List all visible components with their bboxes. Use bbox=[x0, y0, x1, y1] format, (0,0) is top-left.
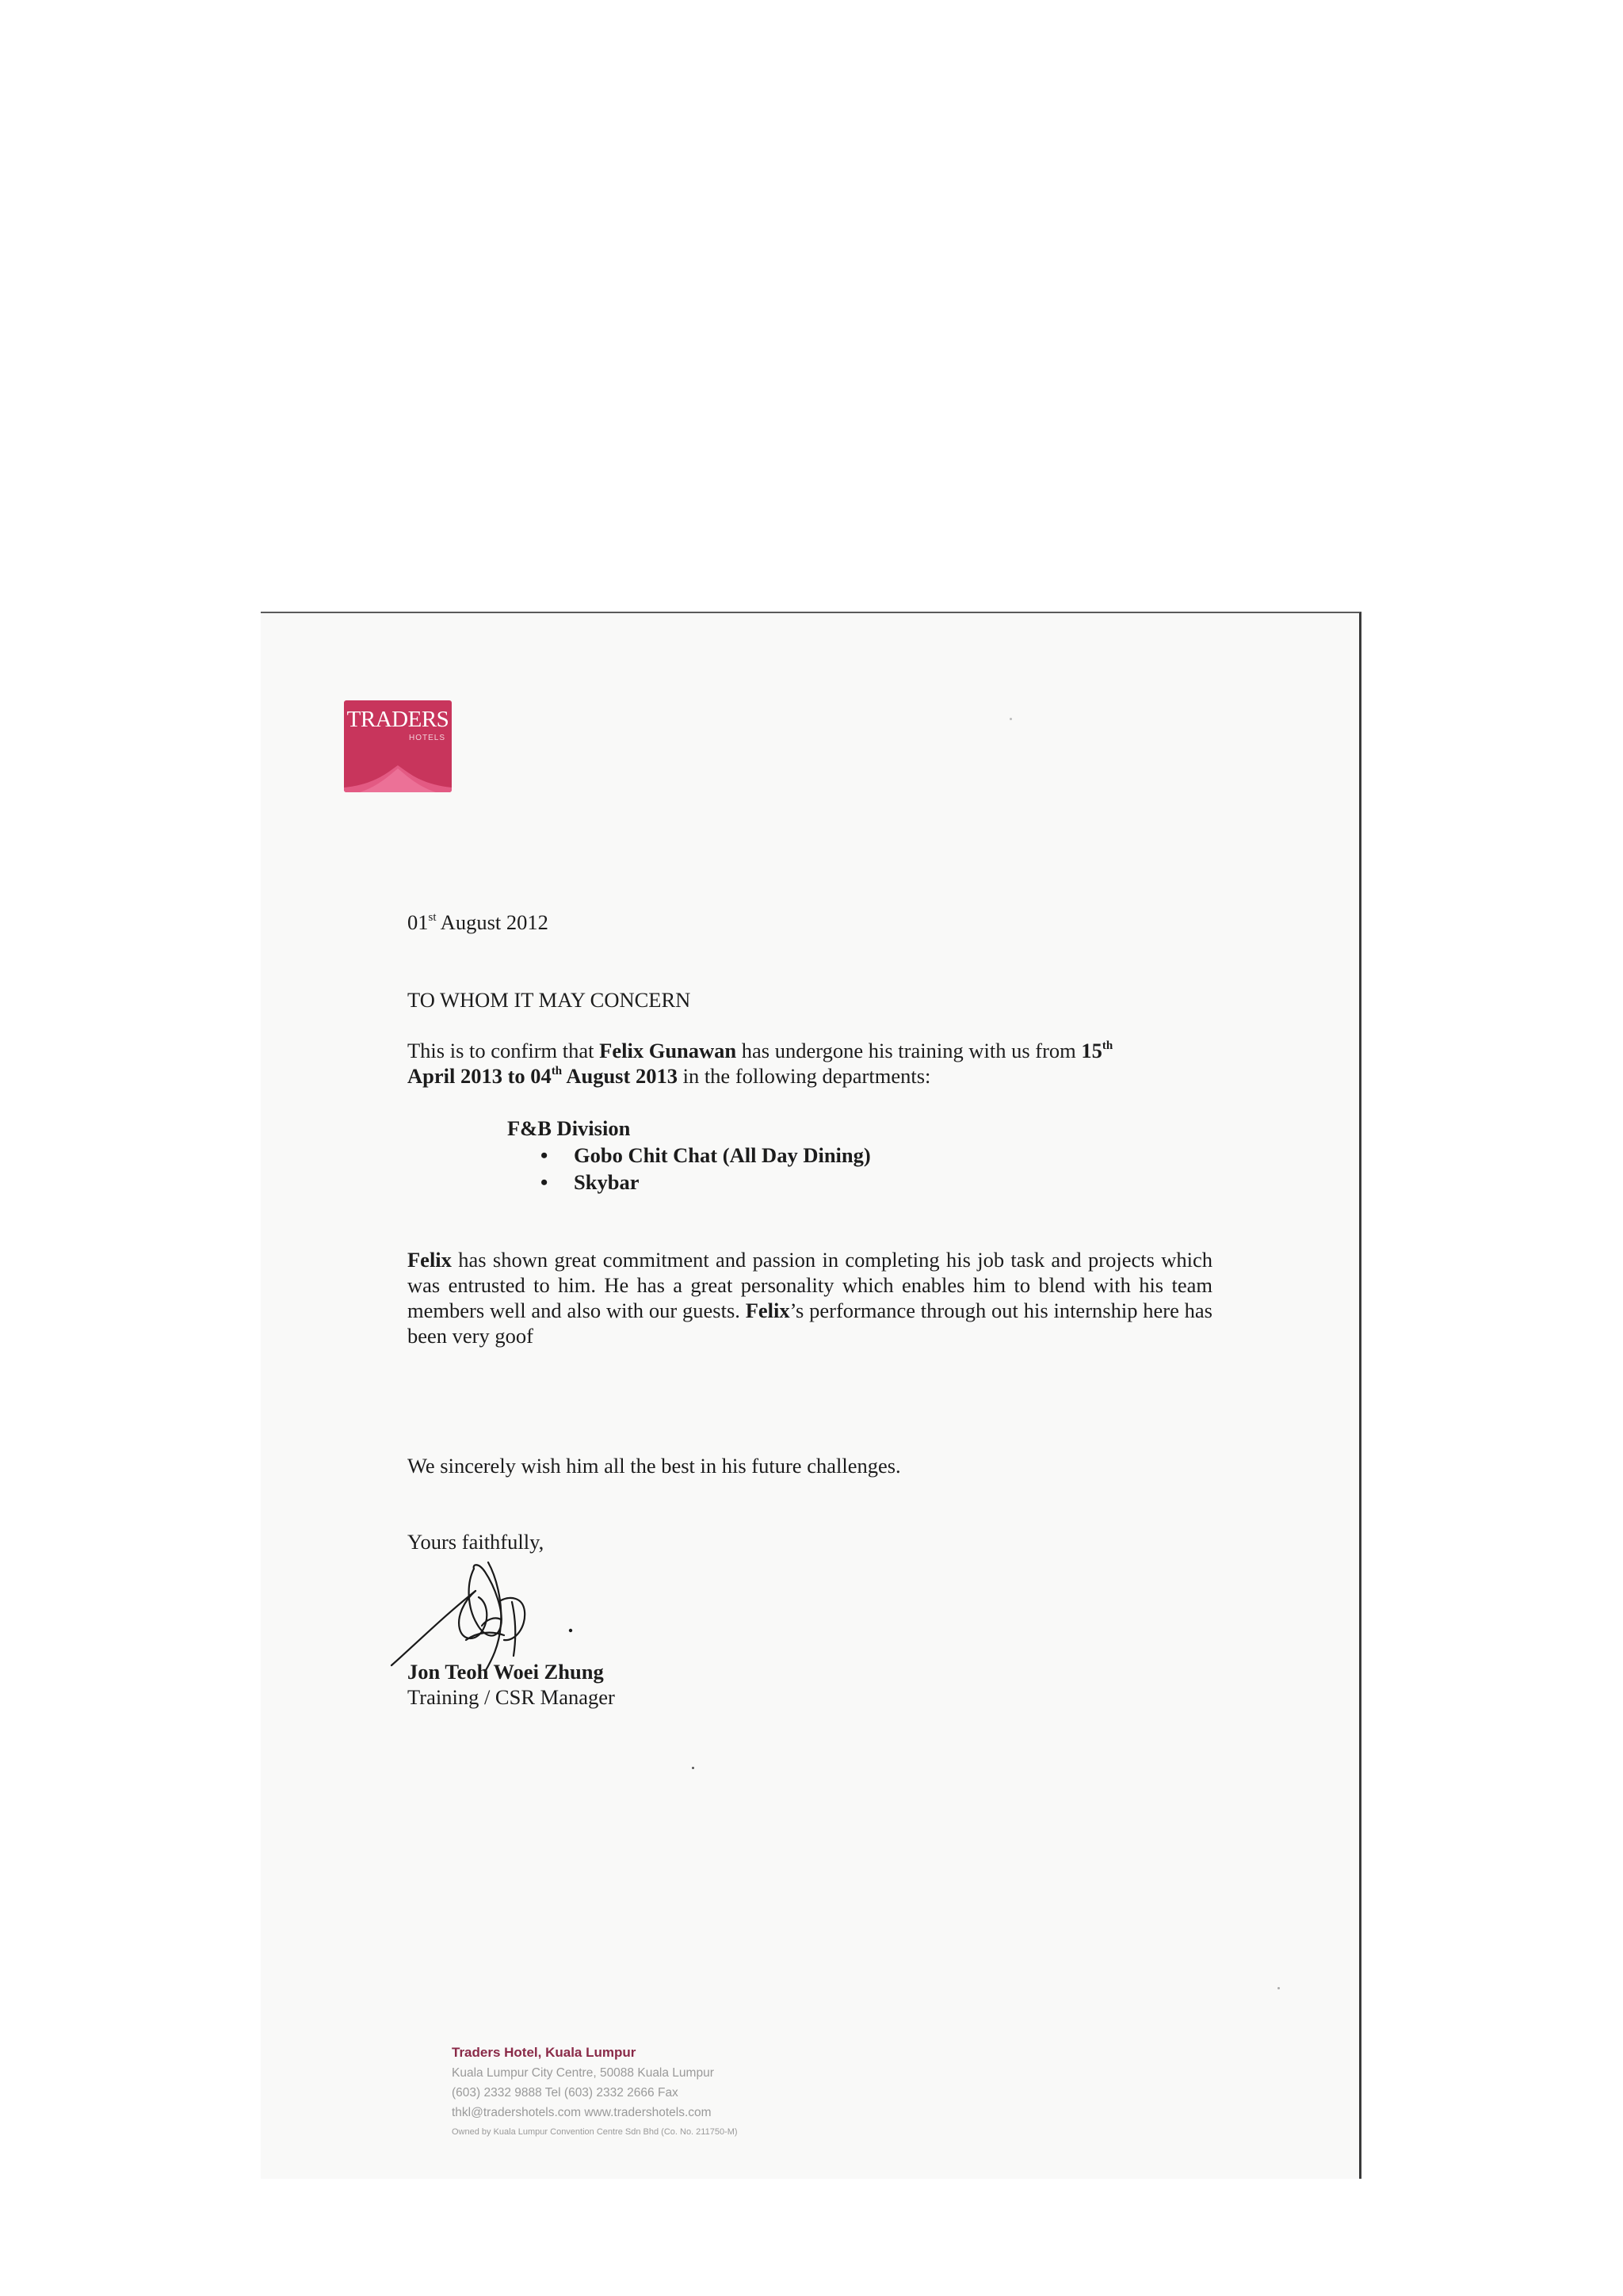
closing-line: Yours faithfully, bbox=[407, 1530, 544, 1554]
department-list bbox=[507, 1115, 871, 1196]
signer-title: Training / CSR Manager bbox=[407, 1685, 615, 1709]
signer-name: Jon Teoh Woei Zhung bbox=[407, 1660, 604, 1684]
list-item: • Gobo Chit Chat (All Day Dining) bbox=[574, 1142, 871, 1169]
scan-speck bbox=[692, 1767, 694, 1769]
letter-date: 01st August 2012 bbox=[407, 910, 548, 934]
footer-phone: (603) 2332 9888 Tel (603) 2332 2666 Fax bbox=[452, 2086, 678, 2100]
footer-web: thkl@tradershotels.com www.tradershotels.com bbox=[452, 2106, 712, 2119]
logo-mountain-icon bbox=[344, 761, 452, 792]
division-heading: F&B Division bbox=[507, 1116, 631, 1140]
logo-wordmark: TRADERS bbox=[346, 707, 449, 732]
footer-address: Kuala Lumpur City Centre, 50088 Kuala Lumpur bbox=[452, 2066, 714, 2080]
scan-speck bbox=[1277, 1987, 1280, 1989]
letter-salutation: TO WHOM IT MAY CONCERN bbox=[407, 988, 691, 1012]
traders-hotels-logo bbox=[344, 700, 452, 792]
list-item: • Skybar bbox=[574, 1169, 871, 1196]
hotel-footer bbox=[452, 2042, 738, 2142]
footer-owner: Owned by Kuala Lumpur Convention Centre Sdn Bhd (Co. No. 211750-M) bbox=[452, 2127, 738, 2137]
logo-subtitle: HOTELS bbox=[408, 734, 445, 742]
performance-paragraph: Felix has shown great commitment and passion in completing his job task and projects which was entrusted to him. He has a great personality which enables him to blend with his team members well and also with our guests. Felix’s performance through out his internship here has been very goof bbox=[407, 1248, 1212, 1348]
footer-hotel-name: Traders Hotel, Kuala Lumpur bbox=[452, 2045, 636, 2060]
wish-line: We sincerely wish him all the best in his future challenges. bbox=[407, 1454, 901, 1478]
scanned-letter-page bbox=[261, 612, 1361, 2179]
scan-speck bbox=[1010, 718, 1012, 720]
intro-paragraph: This is to confirm that Felix Gunawan has undergone his training with us from 15th April 2013 to 04th August 2013 in the following departments: bbox=[407, 1039, 1113, 1088]
